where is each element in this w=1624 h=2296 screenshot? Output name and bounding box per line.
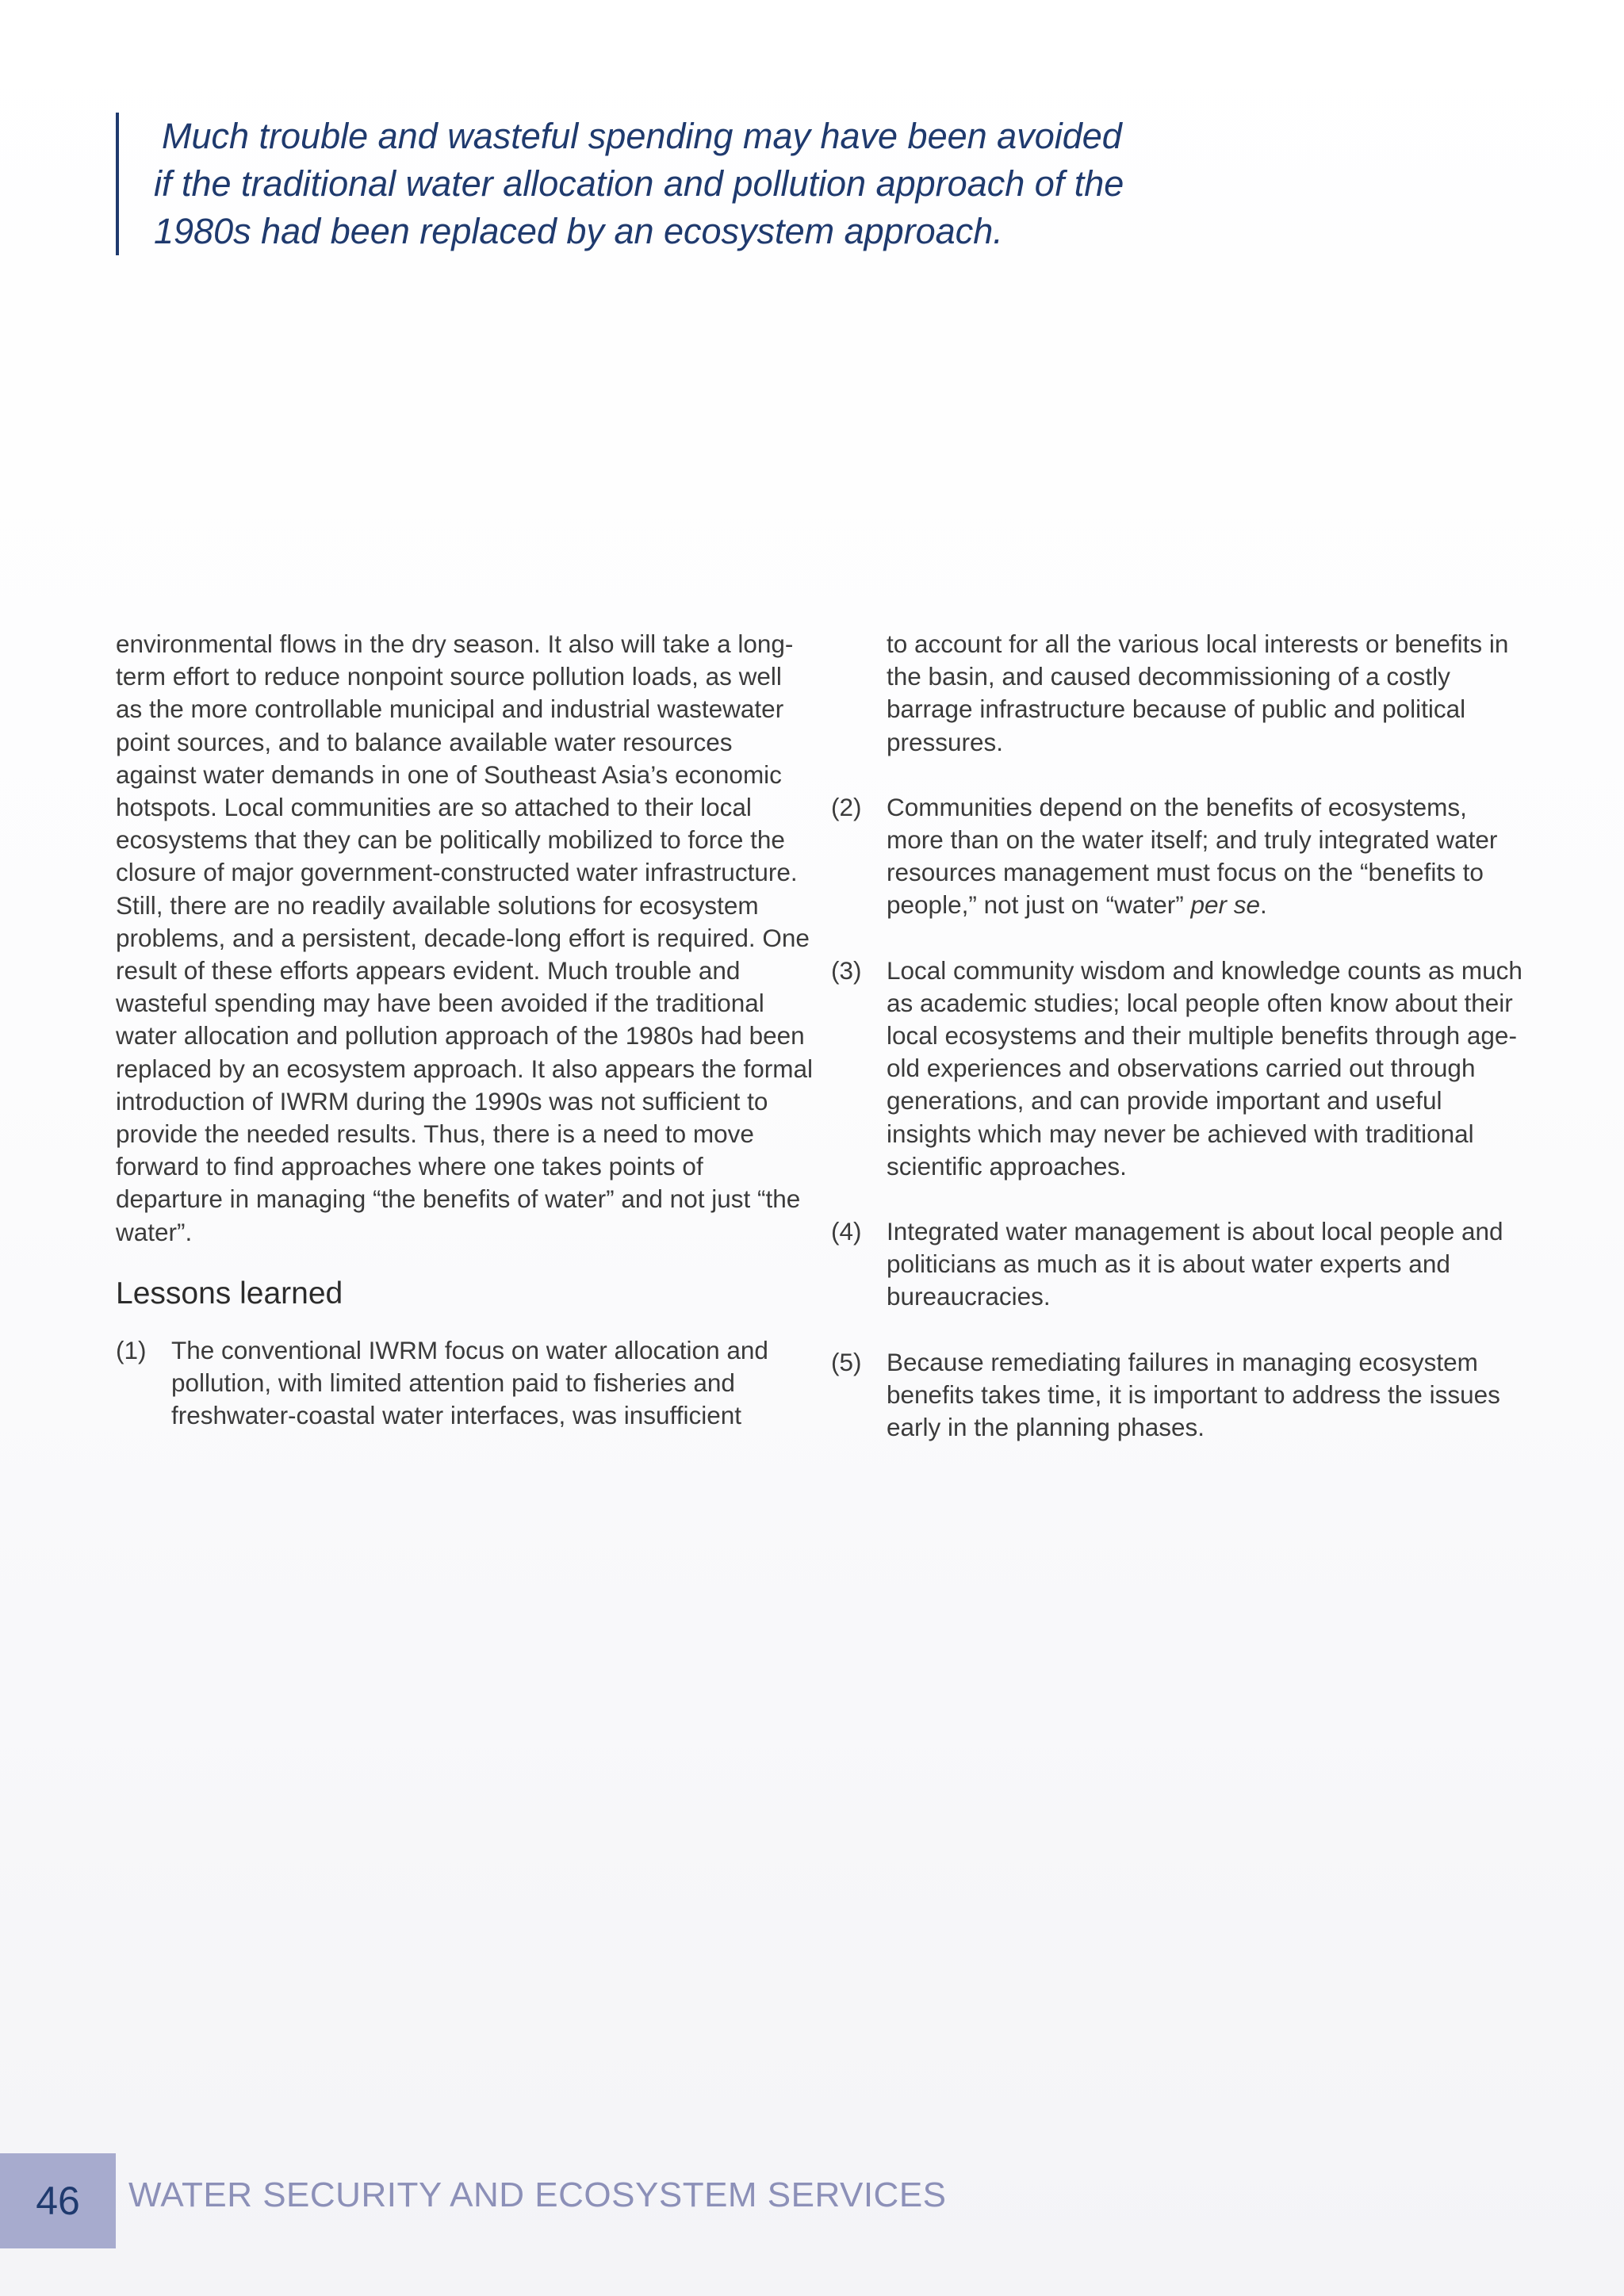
running-footer-title: WATER SECURITY AND ECOSYSTEM SERVICES — [128, 2175, 947, 2214]
pull-quote-line: if the traditional water allocation and pollution approach of the — [154, 163, 1124, 204]
lesson-number: (3) — [831, 955, 862, 985]
lesson-text: The conventional IWRM focus on water allocation and pollution, with limited attention paid to fisheries and freshwater-coastal water interfaces, was insufficient — [171, 1336, 768, 1430]
lesson-number: (4) — [831, 1217, 862, 1246]
pull-quote-line: Much trouble and wasteful spending may have been avoided — [162, 116, 1122, 156]
right-column — [831, 628, 1529, 1476]
lesson-text — [887, 791, 1529, 922]
lesson-number: (5) — [831, 1347, 862, 1376]
lesson-item-4 — [831, 1215, 1529, 1314]
lesson-text: Integrated water management is about local people and politicians as much as it is about water experts and bureaucracies. — [887, 1217, 1503, 1311]
page-number: 46 — [36, 2179, 80, 2223]
page-number-box — [0, 2153, 116, 2248]
left-column — [116, 628, 814, 1465]
lesson-text: Because remediating failures in managing ecosystem benefits takes time, it is important to address the issues early in the planning phases. — [887, 1347, 1500, 1442]
lesson-text: to account for all the various local interests or benefits in the basin, and caused decommissioning of a costly barrage infrastructure because of public and political pressures. — [887, 629, 1509, 756]
pull-quote — [116, 113, 1153, 255]
lesson-item-2 — [831, 791, 1529, 922]
lesson-text: Local community wisdom and knowledge counts as much as academic studies; local people often know about their local ecosystems and their multiple benefits through age-old experiences and observations carried out through generations, and can provide important and useful insights which may never be achieved with traditional scientific approaches. — [887, 955, 1522, 1181]
lesson-number: (2) — [831, 792, 862, 821]
lesson-text-end: . — [1260, 890, 1267, 920]
body-paragraph: environmental flows in the dry season. It also will take a long-term effort to reduce nonpoint source pollution loads, as well as the more controllable municipal and industrial wastewater point sources, and to balance available water resources against water demands in one of Southeast Asia’s economic hotspots. Local communities are so attached to their local ecosystems that they can be politically mobilized to force the closure of major government-constructed water infrastructure. Still, there are no readily available solutions for ecosystem problems, and a persistent, decade-long effort is required. One result of these efforts appears evident. Much trouble and wasteful spending may have been avoided if the traditional water allocation and pollution approach of the 1980s had been replaced by an ecosystem approach. It also appears the formal introduction of IWRM during the 1990s was not sufficient to provide the needed results. Thus, there is a need to move forward to find approaches where one takes points of departure in managing “the benefits of water” and not just “the water”. — [116, 629, 813, 1246]
lesson-item-5 — [831, 1346, 1529, 1445]
lesson-item-1 — [116, 1334, 814, 1433]
section-heading: Lessons learned — [116, 1276, 343, 1311]
lesson-number: (1) — [116, 1336, 147, 1365]
lesson-text-main: Communities depend on the benefits of ecosystems, more than on the water itself; and truly integrated water resources management must focus on the “benefits to people,” not just on “water” — [887, 792, 1498, 920]
lesson-item-3 — [831, 955, 1529, 1183]
lesson-item-1-continued — [831, 628, 1529, 759]
pull-quote-line: 1980s had been replaced by an ecosystem approach. — [154, 211, 1003, 251]
lesson-emphasis: per se — [1190, 890, 1261, 920]
